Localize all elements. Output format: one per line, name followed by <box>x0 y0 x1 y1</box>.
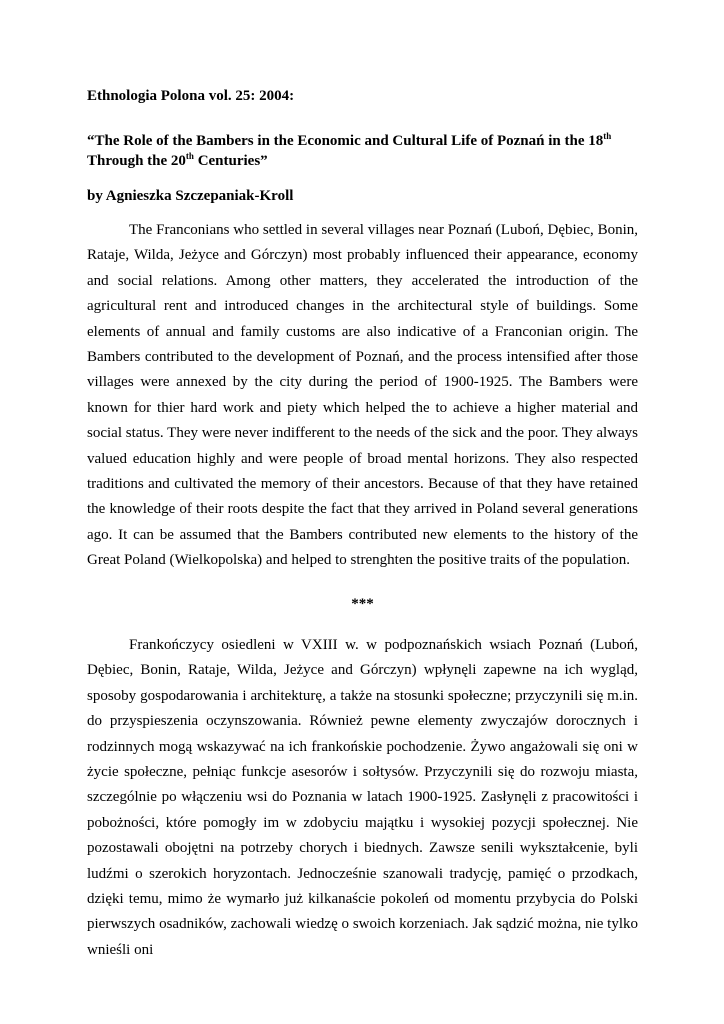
title-part-1: “The Role of the Bambers in the Economic and Cultural Life of Poznań in the 18 <box>87 133 604 149</box>
title-part-3: Centuries” <box>193 153 268 169</box>
title-superscript-1: th <box>603 131 612 141</box>
section-separator: *** <box>351 596 374 612</box>
english-abstract-paragraph: The Franconians who settled in several villages near Poznań (Luboń, Dębiec, Bonin, Rataje, Wilda, Jeżyce and Górczyn) most probably influenced their appearance, economy and social relations. Among other matters, they accelerated the introduction of the agricultural rent and introduced changes in the architectural style of buildings. Some elements of annual and family customs are also indicative of a Franconian origin. The Bambers contributed to the development of Poznań, and the process intensified after those villages were annexed by the city during the period of 1900-1925. The Bambers were known for thier hard work and piety which helped the to achieve a higher material and social status. They were never indifferent to the needs of the sick and the poor. They always valued education highly and were people of broad mental horizons. They also respected traditions and cultivated the memory of their ancestors. Because of that they have retained the knowledge of their roots despite the fact that they arrived in Poland several generations ago. It can be assumed that the Bambers contributed new elements to the history of the Great Poland (Wielkopolska) and helped to strenghten the positive traits of the population. <box>87 222 638 569</box>
title-superscript-2: th <box>185 151 194 161</box>
title-part-2: Through the 20 <box>87 153 186 169</box>
journal-reference: Ethnologia Polona vol. 25: 2004: <box>87 88 295 104</box>
polish-abstract-paragraph: Frankończycy osiedleni w VXIII w. w podpoznańskich wsiach Poznań (Luboń, Dębiec, Bonin, Rataje, Wilda, Jeżyce and Górczyn) wpłynęli zapewne na ich wygląd, sposoby gospodarowania i architekturę, a także na stosunki społeczne; przyczynili się m.in. do przyspieszenia oczynszowania. Również pewne elementy zwyczajów dorocznych i rodzinnych mogą wskazywać na ich frankońskie pochodzenie. Żywo angażowali się oni w życie społeczne, pełniąc funkcje asesorów i sołtysów. Przyczynili się do rozwoju miasta, szczególnie po włączeniu wsi do Poznania w latach 1900-1925. Zasłynęli z pracowitości i pobożności, które pomogły im w zdobyciu majątku i wysokiej pozycji społecznej. Nie pozostawali obojętni na potrzeby chorych i biednych. Zawsze senili wykształcenie, byli ludźmi o szerokich horyzontach. Jednocześnie szanowali tradycję, pamięć o przodkach, dzięki temu, mimo że wymarło już kilkanaście pokoleń od momentu przybycia do Polski pierwszych osadników, zachowali wiedzę o swoich korzeniach. Jak sądzić można, nie tylko wnieśli oni <box>87 637 638 958</box>
author-byline: by Agnieszka Szczepaniak-Kroll <box>87 188 294 204</box>
article-title <box>87 131 647 171</box>
